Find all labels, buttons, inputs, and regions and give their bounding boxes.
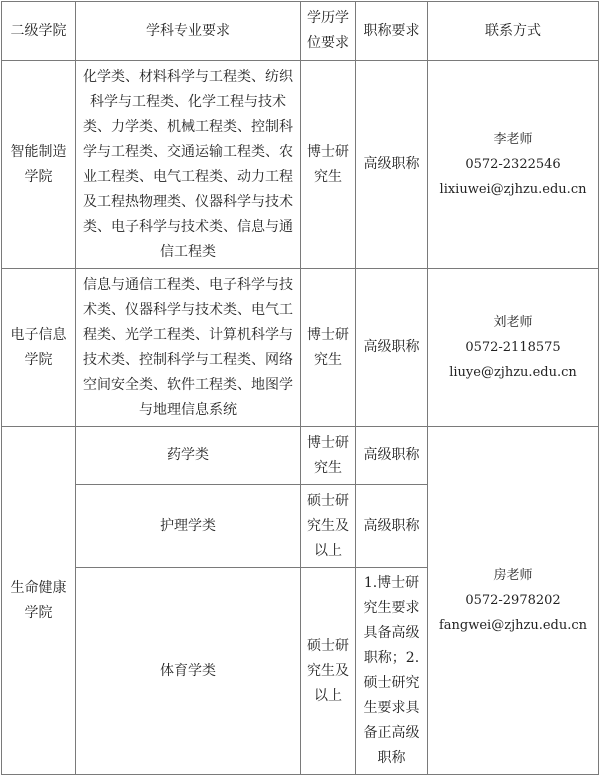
discipline-cell: 护理学类 — [76, 485, 301, 568]
header-degree: 学历学位要求 — [301, 2, 356, 61]
title-cell: 高级职称 — [356, 485, 428, 568]
degree-cell: 硕士研究生及以上 — [301, 568, 356, 775]
contact-name: 刘老师 — [493, 315, 533, 330]
contact-phone: 0572-2978202 — [465, 593, 561, 608]
contact-email[interactable]: fangwei@zjhzu.edu.cn — [438, 618, 587, 633]
college-cell: 智能制造学院 — [2, 61, 76, 269]
table-row — [2, 61, 599, 269]
title-cell: 1.博士研究生要求具备高级职称；2.硕士研究生要求具备正高级职称 — [356, 568, 428, 775]
header-row — [2, 2, 599, 61]
contact-name: 房老师 — [493, 568, 533, 583]
contact-phone: 0572-2118575 — [465, 340, 561, 355]
contact-phone: 0572-2322546 — [465, 157, 561, 172]
header-discipline: 学科专业要求 — [76, 2, 301, 61]
contact-cell — [428, 61, 599, 269]
discipline-cell: 药学类 — [76, 427, 301, 485]
degree-cell: 博士研究生 — [301, 269, 356, 427]
title-cell: 高级职称 — [356, 269, 428, 427]
table-row — [2, 427, 599, 485]
college-cell: 电子信息学院 — [2, 269, 76, 427]
discipline-cell: 化学类、材料科学与工程类、纺织科学与工程类、化学工程与技术类、力学类、机械工程类、控制科学与工程类、交通运输工程类、农业工程类、电气工程类、动力工程及工程热物理类、仪器科学与技术类、电子科学与技术类、信息与通信工程类 — [76, 61, 301, 269]
header-college: 二级学院 — [2, 2, 76, 61]
title-cell: 高级职称 — [356, 61, 428, 269]
degree-cell: 博士研究生 — [301, 61, 356, 269]
header-contact: 联系方式 — [428, 2, 599, 61]
recruitment-table — [1, 1, 599, 775]
contact-cell — [428, 269, 599, 427]
degree-cell: 博士研究生 — [301, 427, 356, 485]
table-row — [2, 269, 599, 427]
discipline-cell: 体育学类 — [76, 568, 301, 775]
contact-cell — [428, 427, 599, 775]
discipline-cell: 信息与通信工程类、电子科学与技术类、仪器科学与技术类、电气工程类、光学工程类、计算机科学与技术类、控制科学与工程类、网络空间安全类、软件工程类、地图学与地理信息系统 — [76, 269, 301, 427]
contact-email[interactable]: liuye@zjhzu.edu.cn — [449, 365, 577, 380]
title-cell: 高级职称 — [356, 427, 428, 485]
degree-cell: 硕士研究生及以上 — [301, 485, 356, 568]
contact-name: 李老师 — [493, 132, 533, 147]
college-cell: 生命健康学院 — [2, 427, 76, 775]
header-title: 职称要求 — [356, 2, 428, 61]
contact-email[interactable]: lixiuwei@zjhzu.edu.cn — [439, 182, 587, 197]
